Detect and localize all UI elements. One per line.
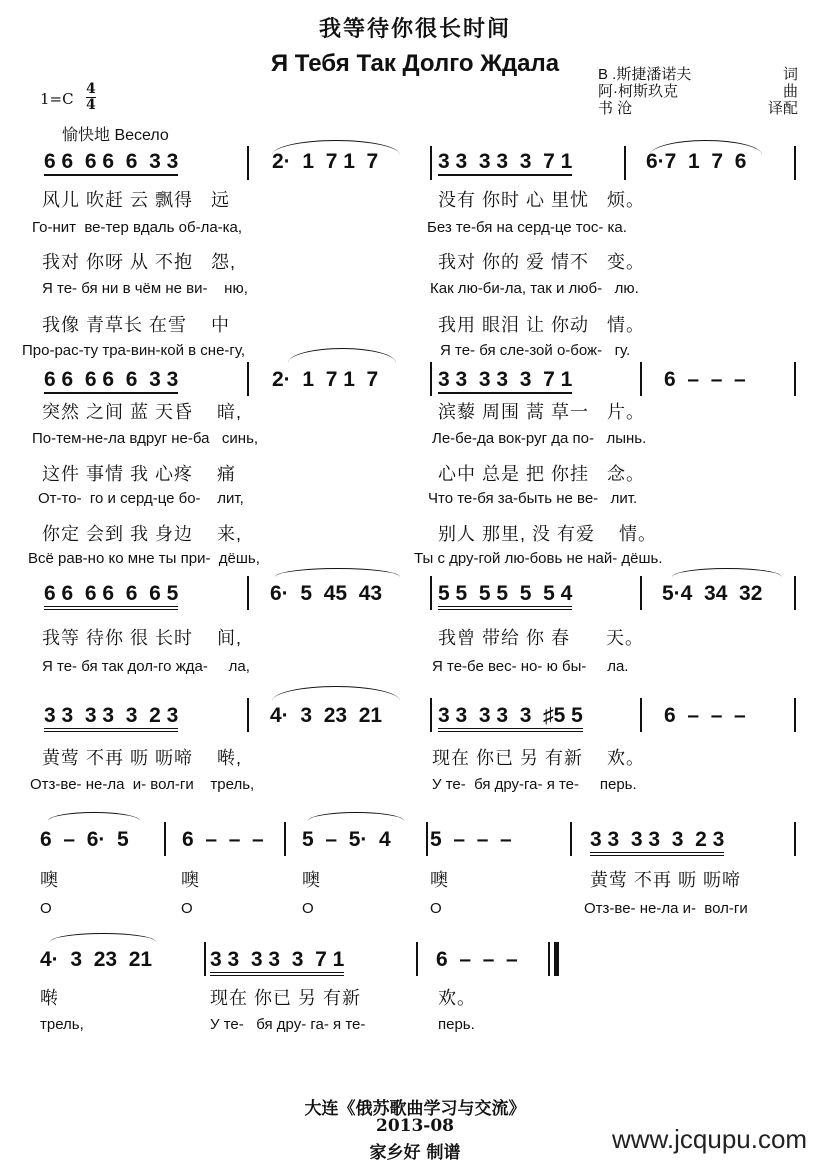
lyric-ru: Я те- бя так дол-го жда- ла, (42, 658, 250, 675)
lyric-ru: Отз-ве- не-ла и- вол-ги (584, 900, 748, 917)
measure-19: 5 – 5· 4 (302, 828, 391, 851)
measure-10: 6· 5 45 43 (270, 582, 383, 605)
tempo-marking: 愉快地 Весело (62, 127, 169, 144)
lyric-ru: Как лю-би-ла, так и люб- лю. (430, 280, 639, 297)
measure-16: 6 – – – (664, 704, 746, 727)
credits (598, 66, 798, 117)
lyric-ru: У те- бя дру-га- я те- перь. (432, 776, 637, 793)
lyric-cn: 噢 (430, 870, 449, 890)
lyric-cn: 啭 (40, 988, 59, 1008)
lyric-ru: Го-нит ве-тер вдаль об-ла-ка, (32, 219, 243, 236)
lyric-cn: 这件 事情 我 心疼 痛 (42, 464, 237, 484)
lyric-cn: 心中 总是 把 你挂 念。 (438, 464, 646, 484)
lyric-cn: 我曾 带给 你 春 天。 (438, 628, 645, 648)
measure-13: 3 3 3 3 3 2 3 (44, 704, 178, 728)
lyric-cn: 我像 青草长 在雪 中 (42, 315, 231, 335)
lyric-cn: 我等 待你 很 长时 间, (42, 628, 243, 648)
measure-17: 6 – 6· 5 (40, 828, 129, 851)
lyric-ru: Отз-ве- не-ла и- вол-ги трель, (30, 776, 255, 793)
title-russian: Я Тебя Так Долго Ждала (270, 50, 560, 77)
lyric-cn: 别人 那里, 没 有爱 情。 (438, 524, 658, 544)
website-watermark: www.jcqupu.com (612, 1124, 808, 1154)
lyric-ru: О (40, 900, 52, 917)
measure-3: 3 3 3 3 3 7 1 (438, 150, 572, 174)
credit-translator: 书 沧 译配 (598, 100, 798, 117)
measure-8: 6 – – – (664, 368, 746, 391)
lyric-cn: 我对 你呀 从 不抱 怨, (42, 252, 237, 272)
measure-23: 3 3 3 3 3 7 1 (210, 948, 344, 972)
lyric-ru: Всё рав-но ко мне ты при- дёшь, (28, 550, 260, 567)
measure-22: 4· 3 23 21 (40, 948, 153, 971)
title-chinese: 我等待你很长时间 (318, 16, 511, 42)
lyric-cn: 突然 之间 蓝 天昏 暗, (42, 402, 243, 422)
measure-12: 5·4 34 32 (662, 582, 763, 605)
measure-4: 6·7 1 7 6 (646, 150, 747, 173)
lyric-cn: 我对 你的 爱 情不 变。 (438, 252, 646, 272)
measure-20: 5 – – – (430, 828, 512, 851)
final-barline (554, 942, 559, 976)
lyric-ru: О (302, 900, 314, 917)
lyric-cn: 欢。 (438, 988, 476, 1008)
lyric-cn: 现在 你已 另 有新 (210, 988, 362, 1008)
key-signature: 1=C (40, 90, 74, 108)
measure-11: 5 5 5 5 5 5 4 (438, 582, 572, 606)
lyric-cn: 噢 (302, 870, 321, 890)
lyric-cn: 噢 (40, 870, 59, 890)
measure-2: 2· 1 7 1 7 (272, 150, 379, 173)
lyric-cn: 你定 会到 我 身边 来, (42, 524, 243, 544)
measure-6: 2· 1 7 1 7 (272, 368, 379, 391)
measure-15: 3 3 3 3 3 ♯5 5 (438, 704, 583, 728)
lyric-cn: 噢 (181, 870, 200, 890)
measure-14: 4· 3 23 21 (270, 704, 383, 727)
measure-21: 3 3 3 3 3 2 3 (590, 828, 724, 852)
lyric-ru: У те- бя дру- га- я те- (210, 1016, 366, 1033)
lyric-ru: О (181, 900, 193, 917)
lyric-cn: 我用 眼泪 让 你动 情。 (438, 315, 646, 335)
measure-5: 6 6 6 6 6 3 3 (44, 368, 178, 392)
lyric-ru: Про-рас-ту тра-вин-кой в сне-гу, (22, 342, 246, 359)
measure-24: 6 – – – (436, 948, 518, 971)
lyric-ru: По-тем-не-ла вдруг не-ба синь, (32, 430, 259, 447)
footer-arranger: 家乡好 制谱 (369, 1143, 461, 1163)
lyric-cn: 没有 你时 心 里忧 烦。 (438, 190, 646, 210)
lyric-ru: Ты с дру-гой лю-бовь не най- дёшь. (414, 550, 663, 567)
lyric-ru: Без те-бя на серд-це тос- ка. (427, 219, 627, 236)
credit-lyricist: В .斯捷潘诺夫 词 (598, 66, 798, 83)
lyric-ru: Ле-бе-да вок-руг да по- лынь. (432, 430, 647, 447)
credit-composer: 阿·柯斯玖克 曲 (598, 83, 798, 100)
measure-1: 6 6 6 6 6 3 3 (44, 150, 178, 174)
lyric-cn: 滨藜 周围 蒿 草一 片。 (438, 402, 646, 422)
lyric-ru: Я те- бя ни в чём не ви- ню, (42, 280, 248, 297)
lyric-cn: 现在 你已 另 有新 欢。 (432, 748, 646, 768)
lyric-cn: 风儿 吹赶 云 飘得 远 (42, 190, 231, 210)
lyric-ru: перь. (438, 1016, 475, 1033)
measure-18: 6 – – – (182, 828, 264, 851)
lyric-ru: Я те-бе вес- но- ю бы- ла. (432, 658, 629, 675)
lyric-cn: 黄莺 不再 呖 呖啼 啭, (42, 748, 243, 768)
footer-date: 2013-08 (375, 1116, 455, 1136)
measure-9: 6 6 6 6 6 6 5 (44, 582, 178, 606)
time-signature: $\frac{4}{4}$ (86, 81, 96, 113)
lyric-cn: 黄莺 不再 呖 呖啼 (590, 870, 742, 890)
footer-publisher: 大连《俄苏歌曲学习与交流》 (304, 1099, 526, 1119)
lyric-ru: Что те-бя за-быть не ве- лит. (428, 490, 638, 507)
measure-7: 3 3 3 3 3 7 1 (438, 368, 572, 392)
lyric-ru: От-то- го и серд-це бо- лит, (38, 490, 244, 507)
lyric-ru: Я те- бя сле-зой о-бож- гу. (440, 342, 631, 359)
lyric-ru: трель, (40, 1016, 84, 1033)
lyric-ru: О (430, 900, 442, 917)
